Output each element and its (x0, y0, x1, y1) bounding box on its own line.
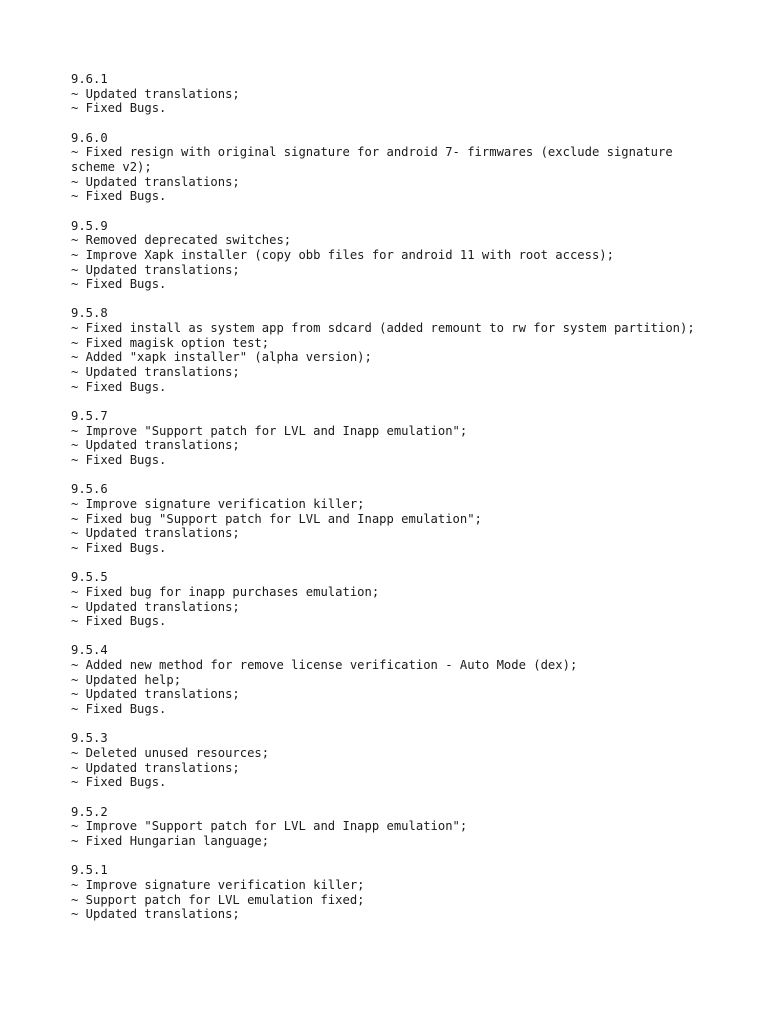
changelog-entry (71, 131, 711, 204)
change-item: ~ Updated translations; (71, 760, 240, 775)
change-item: ~ Fixed resign with original signature for android 7- firmwares (exclude signature scheme v2); (71, 145, 681, 174)
change-item: ~ Updated translations; (71, 174, 240, 189)
change-item: ~ Fixed magisk option test; (71, 335, 270, 350)
change-item: ~ Updated translations; (71, 438, 240, 453)
change-item: ~ Fixed Bugs. (71, 702, 167, 717)
change-item: ~ Improve signature verification killer; (71, 877, 365, 892)
change-item: ~ Fixed Bugs. (71, 540, 167, 555)
version-number: 9.5.7 (71, 409, 108, 424)
change-item: ~ Updated help; (71, 672, 182, 687)
change-item: ~ Updated translations; (71, 365, 240, 380)
change-item: ~ Updated translations; (71, 907, 240, 922)
version-number: 9.5.1 (71, 863, 108, 878)
change-item: ~ Fixed Bugs. (71, 453, 167, 467)
change-item: ~ Improve "Support patch for LVL and Inapp emulation"; (71, 819, 468, 834)
changelog-entry (71, 409, 711, 468)
version-number: 9.6.1 (71, 72, 108, 86)
change-item: ~ Updated translations; (71, 526, 240, 541)
change-item: ~ Fixed Bugs. (71, 775, 167, 790)
version-number: 9.5.5 (71, 570, 108, 585)
version-number: 9.5.6 (71, 482, 108, 497)
version-number: 9.5.8 (71, 306, 108, 321)
change-item: ~ Fixed install as system app from sdcard (added remount to rw for system partition); (71, 321, 695, 336)
changelog-entry (71, 482, 711, 555)
change-item: ~ Updated translations; (71, 687, 240, 702)
change-item: ~ Support patch for LVL emulation fixed; (71, 892, 365, 907)
version-number: 9.5.3 (71, 731, 108, 746)
change-item: ~ Fixed bug "Support patch for LVL and Inapp emulation"; (71, 511, 482, 526)
changelog-entry (71, 306, 711, 394)
version-number: 9.5.9 (71, 218, 108, 233)
changelog-entry (71, 863, 711, 922)
change-item: ~ Updated translations; (71, 86, 240, 101)
change-item: ~ Fixed bug for inapp purchases emulation; (71, 584, 380, 599)
change-item: ~ Removed deprecated switches; (71, 233, 292, 248)
version-number: 9.5.2 (71, 804, 108, 819)
changelog-entry (71, 805, 711, 849)
change-item: ~ Added "xapk installer" (alpha version); (71, 350, 372, 365)
change-item: ~ Fixed Bugs. (71, 101, 167, 116)
change-item: ~ Added new method for remove license verification - Auto Mode (dex); (71, 658, 578, 673)
change-item: ~ Fixed Hungarian language; (71, 833, 270, 848)
changelog-entry (71, 643, 711, 716)
changelog-document (71, 72, 711, 937)
change-item: ~ Updated translations; (71, 262, 240, 277)
version-number: 9.5.4 (71, 643, 108, 658)
change-item: ~ Fixed Bugs. (71, 277, 167, 292)
changelog-entry (71, 219, 711, 292)
change-item: ~ Fixed Bugs. (71, 379, 167, 394)
change-item: ~ Updated translations; (71, 599, 240, 614)
changelog-entry (71, 570, 711, 629)
change-item: ~ Fixed Bugs. (71, 189, 167, 204)
change-item: ~ Fixed Bugs. (71, 614, 167, 629)
change-item: ~ Improve signature verification killer; (71, 496, 365, 511)
changelog-entry (71, 72, 711, 116)
change-item: ~ Improve "Support patch for LVL and Inapp emulation"; (71, 423, 468, 438)
changelog-entry (71, 731, 711, 790)
change-item: ~ Improve Xapk installer (copy obb files for android 11 with root access); (71, 247, 614, 262)
version-number: 9.6.0 (71, 130, 108, 145)
change-item: ~ Deleted unused resources; (71, 746, 270, 761)
